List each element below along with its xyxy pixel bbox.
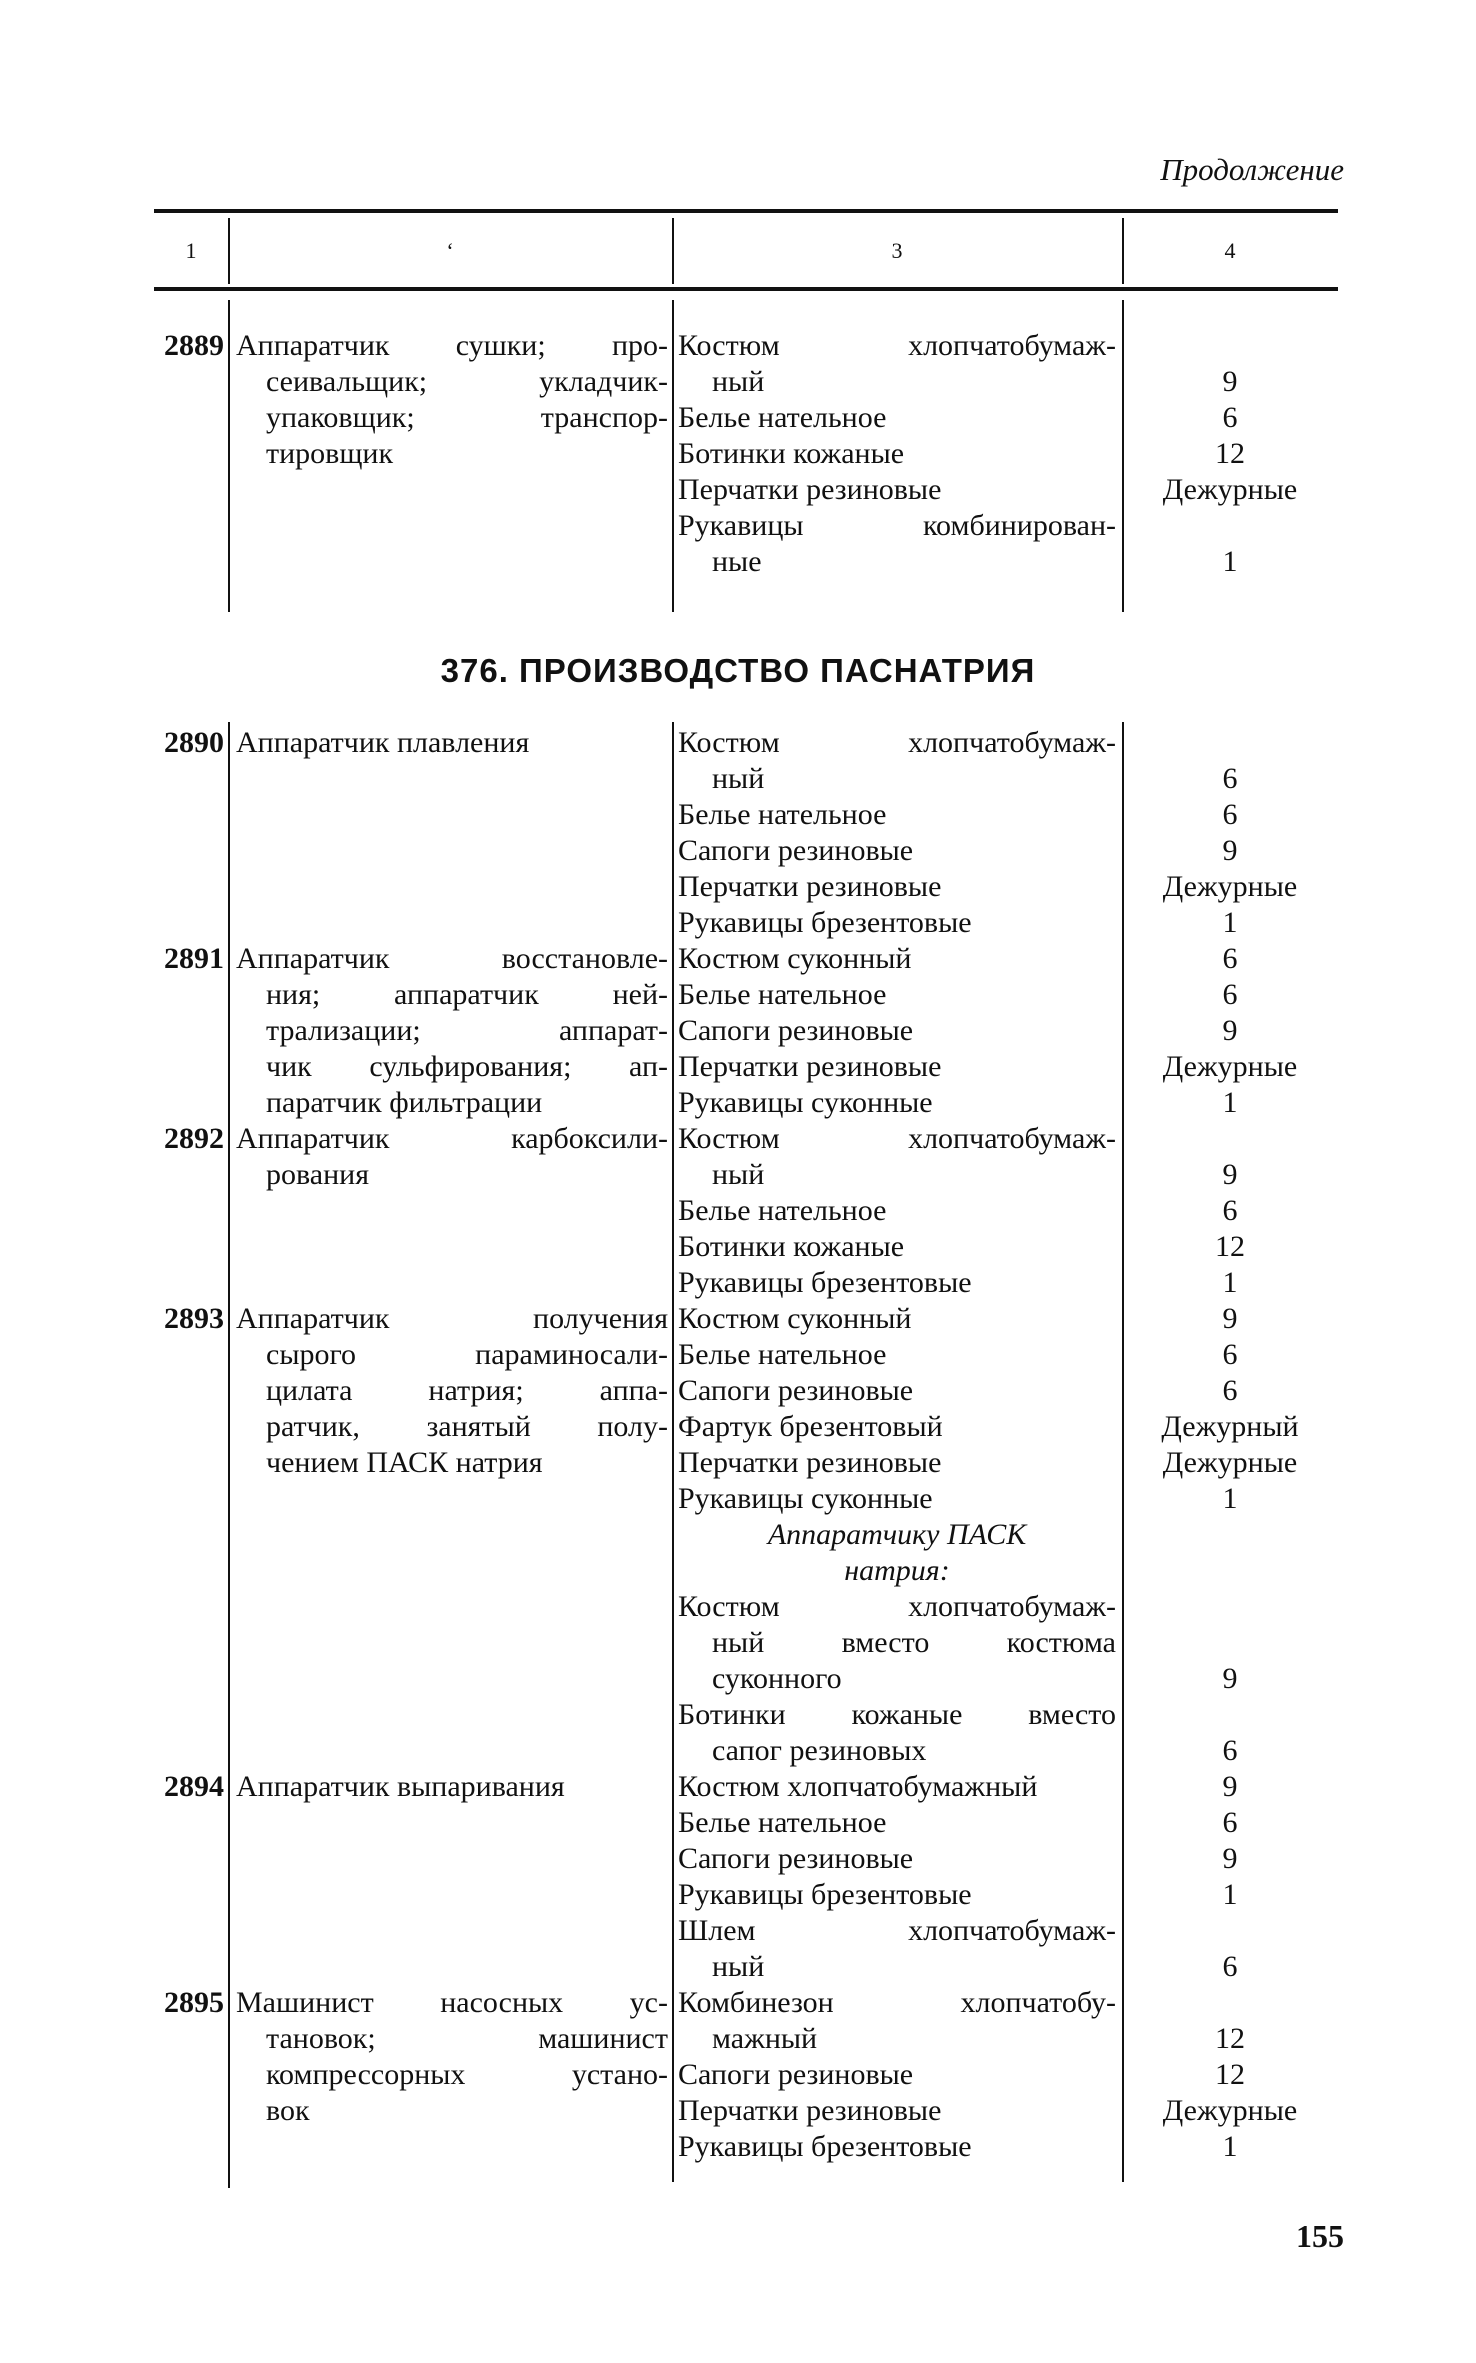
- equipment-name-line: Костюм хлопчатобумаж-: [678, 726, 1116, 759]
- occupation-description: [228, 328, 672, 580]
- description-line: Аппаратчик выпаривания: [236, 1770, 565, 1803]
- table-row: [154, 328, 1338, 580]
- table-row: [154, 1301, 1338, 1769]
- description-line: ния; аппаратчик ней-: [266, 978, 668, 1011]
- description-line: рования: [266, 1158, 369, 1191]
- equipment-item: [672, 508, 1338, 580]
- equipment-item: [672, 1193, 1338, 1229]
- equipment-name-line: ный: [712, 762, 765, 795]
- occupation-description: [228, 1301, 672, 1769]
- description-line: Аппаратчик плавления: [236, 726, 530, 759]
- entry-number: 2895: [164, 1986, 224, 2019]
- equipment-name-line: ные: [712, 545, 762, 578]
- equipment-name: [672, 1193, 1122, 1229]
- equipment-name-line: Перчатки резиновые: [678, 473, 942, 506]
- description-line: упаковщик; транспор-: [266, 401, 668, 434]
- equipment-name-line: Белье нательное: [678, 401, 887, 434]
- table-row: [154, 1121, 1338, 1301]
- table-header: [154, 218, 1338, 284]
- equipment-name: [672, 1301, 1122, 1337]
- description-line: Аппаратчик карбоксили-: [236, 1122, 668, 1155]
- equipment-list: [672, 1301, 1338, 1769]
- equipment-name: [672, 869, 1122, 905]
- equipment-name: [672, 508, 1122, 580]
- equipment-name-line: Сапоги резиновые: [678, 1014, 914, 1047]
- wear-period: 9: [1222, 1158, 1238, 1191]
- equipment-name: [672, 1337, 1122, 1373]
- wear-period: 9: [1222, 1842, 1238, 1875]
- equipment-name: [672, 833, 1122, 869]
- equipment-item: [672, 833, 1338, 869]
- equipment-list: [672, 1121, 1338, 1301]
- equipment-name: [672, 1769, 1122, 1805]
- equipment-item: [672, 400, 1338, 436]
- section-title: 376. ПРОИЗВОДСТВО ПАСНАТРИЯ: [440, 652, 1036, 689]
- equipment-name: [672, 1265, 1122, 1301]
- occupation-description: [228, 941, 672, 1121]
- table-row: [154, 1769, 1338, 1985]
- wear-period: Дежурные: [1162, 473, 1298, 506]
- equipment-name: [672, 400, 1122, 436]
- equipment-name: [672, 1013, 1122, 1049]
- equipment-name-line: Ботинки кожаные: [678, 437, 905, 470]
- equipment-name: [672, 472, 1122, 508]
- header-col-3: 3: [891, 238, 903, 263]
- equipment-name-line: Рукавицы суконные: [678, 1086, 933, 1119]
- equipment-name-line: Костюм хлопчатобумаж-: [678, 1590, 1116, 1623]
- equipment-item: [672, 1301, 1338, 1337]
- table-header-rule: [154, 287, 1338, 291]
- description-line: вок: [266, 2094, 310, 2127]
- equipment-name-line: Рукавицы комбинирован-: [678, 509, 1116, 542]
- equipment-list: [672, 1769, 1338, 1985]
- equipment-name-line: суконного: [712, 1662, 842, 1695]
- equipment-item: [672, 1841, 1338, 1877]
- equipment-name: [672, 1877, 1122, 1913]
- equipment-name-line: Сапоги резиновые: [678, 1842, 914, 1875]
- table-body-continued: [154, 328, 1338, 580]
- wear-period: 6: [1222, 1734, 1238, 1767]
- equipment-item: [672, 1589, 1338, 1697]
- table-row: [154, 1985, 1338, 2165]
- equipment-item: [672, 1013, 1338, 1049]
- equipment-item: [672, 1481, 1338, 1517]
- note-text: [672, 1517, 1122, 1589]
- equipment-item: [672, 328, 1338, 400]
- description-line: сеивальщик; укладчик-: [266, 365, 668, 398]
- equipment-item: [672, 1373, 1338, 1409]
- wear-period: 12: [1215, 2058, 1245, 2091]
- wear-period: Дежурные: [1162, 2094, 1298, 2127]
- wear-period: 12: [1215, 1230, 1245, 1263]
- description-line: Аппаратчик получения: [236, 1302, 668, 1335]
- equipment-name-line: Рукавицы суконные: [678, 1482, 933, 1515]
- equipment-item: [672, 1265, 1338, 1301]
- entry-number: 2894: [164, 1770, 224, 1803]
- equipment-name-line: Белье нательное: [678, 1338, 887, 1371]
- wear-period: 12: [1215, 437, 1245, 470]
- wear-period: 6: [1222, 798, 1238, 831]
- equipment-name: [672, 1841, 1122, 1877]
- entry-number: 2889: [164, 329, 224, 362]
- wear-period: 6: [1222, 1806, 1238, 1839]
- wear-period: 1: [1222, 1482, 1238, 1515]
- equipment-item: [672, 1697, 1338, 1769]
- equipment-item: [672, 472, 1338, 508]
- equipment-note: [672, 1517, 1338, 1589]
- equipment-name-line: Сапоги резиновые: [678, 2058, 914, 2091]
- description-line: Аппаратчик восстановле-: [236, 942, 668, 975]
- wear-period: 1: [1222, 1086, 1238, 1119]
- equipment-name: [672, 797, 1122, 833]
- equipment-name: [672, 1697, 1122, 1769]
- description-line: Аппаратчик сушки; про-: [236, 329, 668, 362]
- equipment-name-line: Сапоги резиновые: [678, 834, 914, 867]
- equipment-item: [672, 1877, 1338, 1913]
- wear-period: 6: [1222, 942, 1238, 975]
- equipment-item: [672, 1049, 1338, 1085]
- equipment-name: [672, 941, 1122, 977]
- page-number: 155: [1296, 2218, 1344, 2254]
- equipment-name: [672, 2093, 1122, 2129]
- occupation-description: [228, 1769, 672, 1985]
- description-line: трализации; аппарат-: [266, 1014, 668, 1047]
- equipment-name: [672, 1121, 1122, 1193]
- occupation-description: [228, 1985, 672, 2165]
- equipment-item: [672, 2093, 1338, 2129]
- equipment-item: [672, 1229, 1338, 1265]
- equipment-name: [672, 1229, 1122, 1265]
- wear-period: 6: [1222, 1194, 1238, 1227]
- equipment-name-line: Комбинезон хлопчатобу-: [678, 1986, 1116, 2019]
- equipment-name-line: Перчатки резиновые: [678, 870, 942, 903]
- equipment-item: [672, 2129, 1338, 2165]
- equipment-item: [672, 2057, 1338, 2093]
- wear-period: Дежурные: [1162, 1050, 1298, 1083]
- equipment-item: [672, 436, 1338, 472]
- description-line: паратчик фильтрации: [266, 1086, 543, 1119]
- table-row: [154, 941, 1338, 1121]
- wear-period: 6: [1222, 1950, 1238, 1983]
- description-line: цилата натрия; аппа-: [266, 1374, 668, 1407]
- header-col-4: 4: [1224, 238, 1236, 263]
- equipment-name: [672, 328, 1122, 400]
- wear-period: 1: [1222, 2130, 1238, 2163]
- equipment-name-line: Ботинки кожаные вместо: [678, 1698, 1116, 1731]
- equipment-name: [672, 977, 1122, 1013]
- column-divider: [1122, 218, 1124, 284]
- equipment-item: [672, 1913, 1338, 1985]
- equipment-item: [672, 1121, 1338, 1193]
- entry-number: 2893: [164, 1302, 224, 1335]
- equipment-list: [672, 1985, 1338, 2165]
- equipment-name: [672, 1805, 1122, 1841]
- equipment-name-line: Костюм хлопчатобумаж-: [678, 329, 1116, 362]
- equipment-name-line: ный: [712, 1950, 765, 1983]
- equipment-item: [672, 1805, 1338, 1841]
- equipment-name-line: Перчатки резиновые: [678, 1446, 942, 1479]
- description-line: сырого параминосали-: [266, 1338, 668, 1371]
- equipment-name: [672, 1913, 1122, 1985]
- column-divider: [228, 218, 230, 284]
- equipment-name-line: сапог резиновых: [712, 1734, 927, 1767]
- equipment-name-line: Рукавицы брезентовые: [678, 906, 972, 939]
- equipment-item: [672, 977, 1338, 1013]
- table-top-rule: [154, 209, 1338, 213]
- wear-period: 9: [1222, 1770, 1238, 1803]
- equipment-name-line: Костюм хлопчатобумаж-: [678, 1122, 1116, 1155]
- equipment-name-line: Рукавицы брезентовые: [678, 1266, 972, 1299]
- description-line: Машинист насосных ус-: [236, 1986, 668, 2019]
- entry-number: 2892: [164, 1122, 224, 1155]
- equipment-name: [672, 1481, 1122, 1517]
- wear-period: 9: [1222, 834, 1238, 867]
- wear-period: 1: [1222, 1266, 1238, 1299]
- equipment-item: [672, 725, 1338, 797]
- equipment-name: [672, 436, 1122, 472]
- equipment-name: [672, 2057, 1122, 2093]
- equipment-name-line: Белье нательное: [678, 1194, 887, 1227]
- entry-number: 2890: [164, 726, 224, 759]
- equipment-name-line: Белье нательное: [678, 798, 887, 831]
- note-line: Аппаратчику ПАСК: [767, 1518, 1027, 1551]
- header-col-2: ʻ: [446, 238, 454, 263]
- wear-period: 6: [1222, 762, 1238, 795]
- equipment-name-line: Костюм суконный: [678, 942, 912, 975]
- wear-period: Дежурные: [1162, 870, 1298, 903]
- equipment-name: [672, 1409, 1122, 1445]
- equipment-name: [672, 725, 1122, 797]
- wear-period: 6: [1222, 1338, 1238, 1371]
- header-col-1: 1: [185, 238, 197, 263]
- equipment-item: [672, 1409, 1338, 1445]
- equipment-name-line: ный вместо костюма: [712, 1626, 1116, 1659]
- equipment-name: [672, 1373, 1122, 1409]
- equipment-name-line: Ботинки кожаные: [678, 1230, 905, 1263]
- equipment-name-line: мажный: [712, 2022, 818, 2055]
- wear-period: 6: [1222, 401, 1238, 434]
- equipment-list: [672, 941, 1338, 1121]
- description-line: чением ПАСК натрия: [266, 1446, 543, 1479]
- equipment-name-line: Фартук брезентовый: [678, 1410, 943, 1443]
- equipment-item: [672, 1085, 1338, 1121]
- equipment-name-line: Рукавицы брезентовые: [678, 2130, 972, 2163]
- equipment-list: [672, 328, 1338, 580]
- equipment-name-line: Сапоги резиновые: [678, 1374, 914, 1407]
- wear-period: 1: [1222, 545, 1238, 578]
- description-line: чик сульфирования; ап-: [266, 1050, 668, 1083]
- description-line: компрессорных устано-: [266, 2058, 668, 2091]
- equipment-name-line: Костюм хлопчатобумажный: [678, 1770, 1038, 1803]
- equipment-name: [672, 1589, 1122, 1697]
- wear-period: 9: [1222, 1014, 1238, 1047]
- equipment-name-line: Белье нательное: [678, 1806, 887, 1839]
- equipment-item: [672, 869, 1338, 905]
- equipment-item: [672, 905, 1338, 941]
- continuation-label: Продолжение: [1160, 152, 1344, 187]
- equipment-item: [672, 1337, 1338, 1373]
- description-line: тировщик: [266, 437, 394, 470]
- equipment-name: [672, 2129, 1122, 2165]
- equipment-item: [672, 1445, 1338, 1481]
- wear-period: 9: [1222, 365, 1238, 398]
- equipment-name-line: Белье нательное: [678, 978, 887, 1011]
- wear-period: 6: [1222, 1374, 1238, 1407]
- equipment-list: [672, 725, 1338, 941]
- wear-period: 1: [1222, 1878, 1238, 1911]
- occupation-description: [228, 725, 672, 941]
- equipment-name-line: Шлем хлопчатобумаж-: [678, 1914, 1116, 1947]
- wear-period: Дежурный: [1161, 1410, 1299, 1443]
- entry-number: 2891: [164, 942, 224, 975]
- wear-period: 9: [1222, 1302, 1238, 1335]
- note-line: натрия:: [844, 1554, 950, 1587]
- description-line: тановок; машинист: [266, 2022, 668, 2055]
- equipment-name-line: Рукавицы брезентовые: [678, 1878, 972, 1911]
- equipment-name-line: ный: [712, 1158, 765, 1191]
- equipment-name-line: Костюм суконный: [678, 1302, 912, 1335]
- table-row: [154, 725, 1338, 941]
- wear-period: Дежурные: [1162, 1446, 1298, 1479]
- column-divider: [672, 218, 674, 284]
- equipment-item: [672, 1985, 1338, 2057]
- wear-period: 6: [1222, 978, 1238, 1011]
- equipment-item: [672, 1769, 1338, 1805]
- table-body-section: [154, 725, 1338, 2165]
- equipment-name: [672, 905, 1122, 941]
- occupation-description: [228, 1121, 672, 1301]
- equipment-name: [672, 1445, 1122, 1481]
- equipment-item: [672, 941, 1338, 977]
- equipment-name-line: ный: [712, 365, 765, 398]
- wear-period: 9: [1222, 1662, 1238, 1695]
- equipment-name: [672, 1985, 1122, 2057]
- equipment-name: [672, 1049, 1122, 1085]
- wear-period: 1: [1222, 906, 1238, 939]
- equipment-name: [672, 1085, 1122, 1121]
- description-line: ратчик, занятый полу-: [266, 1410, 668, 1443]
- wear-period: 12: [1215, 2022, 1245, 2055]
- equipment-item: [672, 797, 1338, 833]
- equipment-name-line: Перчатки резиновые: [678, 2094, 942, 2127]
- equipment-name-line: Перчатки резиновые: [678, 1050, 942, 1083]
